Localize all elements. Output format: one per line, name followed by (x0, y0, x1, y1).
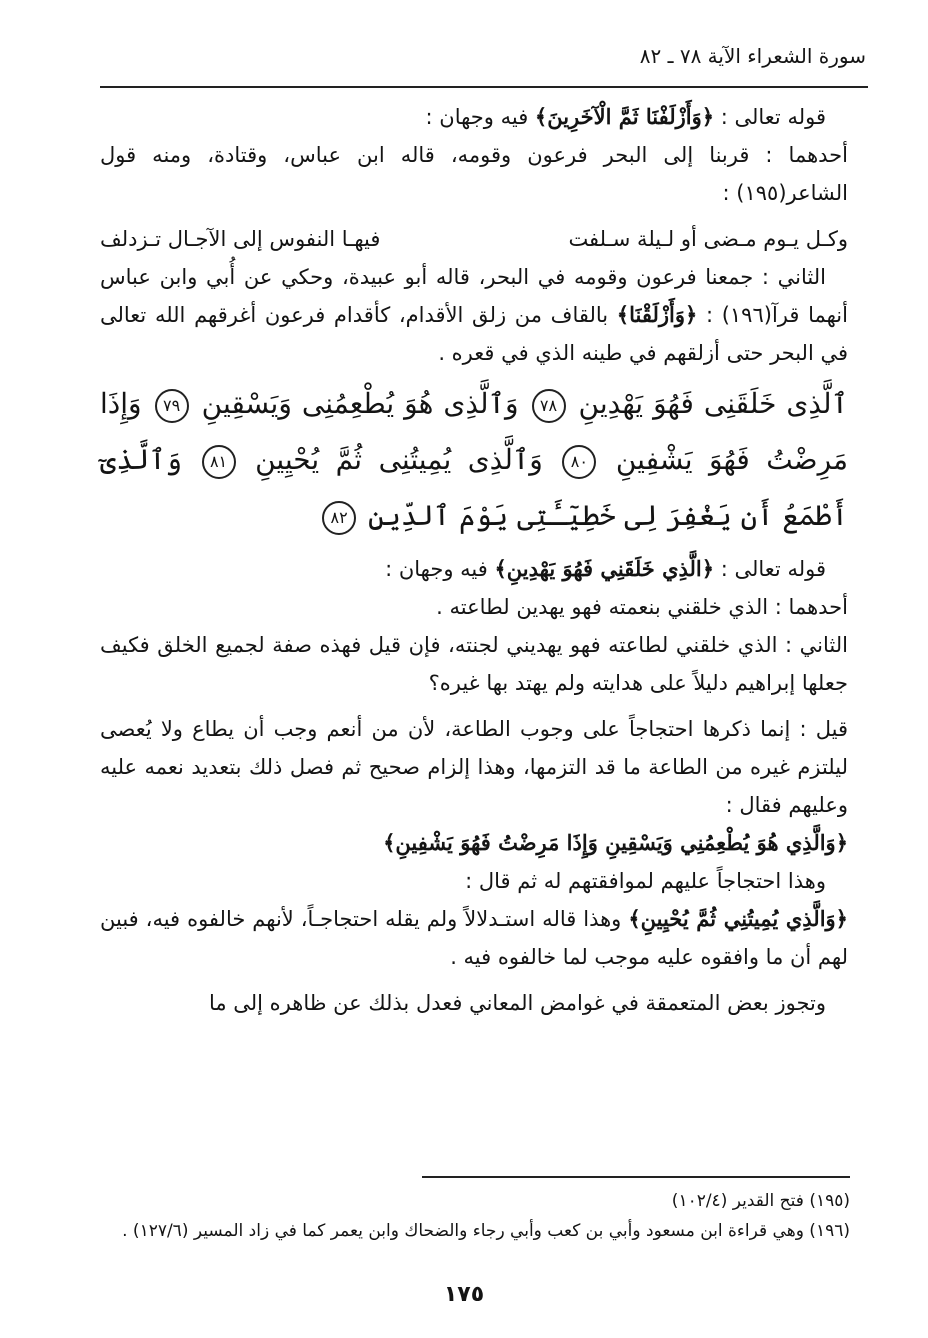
paragraph: أحدهما : قربنا إلى البحر فرعون وقومه، قاله ابن عباس، وقتادة، ومنه قول الشاعر(١٩٥) : (100, 143, 848, 205)
quran-quote: ﴿الَّذِي خَلَقَنِي فَهُوَ يَهْدِينِ﴾ (494, 556, 715, 581)
quran-quote: ﴿وَأَزْلَقْنَا﴾ (616, 302, 698, 327)
text-lead: الثاني : جمعنا فرعون وقومه في البحر، قاله أبو عبيدة، وحكي عن أُبي وابن عباس أنهما قرآ(١٩٦) : (100, 265, 848, 327)
text-tail: فيه وجهان : (385, 557, 488, 581)
paragraph (100, 98, 848, 136)
ayah-number-badge: ٨٠ (562, 445, 596, 479)
quran-quote: ﴿وَالَّذِي هُوَ يُطْعِمُنِي وَيَسْقِينِ وَإِذَا مَرِضْتُ فَهُوَ يَشْفِينِ﴾ (383, 830, 848, 855)
ayah-text: وَٱلَّذِى يُمِيتُنِى ثُمَّ يُحْيِينِ (255, 443, 543, 476)
ayah-text: ٱلَّذِى خَلَقَنِى فَهُوَ يَهْدِينِ (578, 387, 848, 420)
footnote-rule (422, 1176, 850, 1178)
text-tail: وهذا قاله استـدلالاً ولم يقله احتجاجـاً، لأنهم خالفوه فيه، فبين لهم أن ما وافقوه عليه موجب لما خالفوه فيه . (100, 907, 848, 969)
main-text (100, 98, 848, 1022)
footnotes (100, 1186, 850, 1246)
footnote-195: (١٩٥) فتح القدير (١٠٢/٤) (671, 1191, 850, 1211)
paragraph: وتجوز بعض المتعمقة في غوامض المعاني فعدل بذلك عن ظاهره إلى ما (208, 991, 826, 1015)
header-rule (100, 86, 868, 88)
ayah-number-badge: ٨١ (202, 445, 236, 479)
running-header: سورة الشعراء الآية ٧٨ ـ ٨٢ (639, 44, 866, 68)
paragraph: وهذا احتجاجاً عليهم لموافقتهم له ثم قال : (465, 869, 826, 893)
poem-hemistich-right: وكـل يـوم مـضى أو لـيلة سـلفت (568, 227, 848, 251)
page-number: ١٧٥ (443, 1282, 485, 1307)
paragraph (100, 900, 848, 976)
text-tail: بالقاف من زلق الأقدام، كأقدام فرعون أغرقهم الله تعالى في البحر حتى أزلقهم في طينه الذي في قعره . (100, 303, 848, 365)
ayah-text: وَٱلَّذِى هُوَ يُطْعِمُنِى وَيَسْقِينِ (201, 387, 519, 420)
text-lead: قوله تعالى : (720, 105, 826, 129)
ayah-number-badge: ٧٩ (155, 389, 189, 423)
paragraph (100, 258, 848, 372)
footnote-196: (١٩٦) وهي قراءة ابن مسعود وأبي بن كعب وأبي رجاء والضحاك وابن يعمر كما في زاد المسير (١٢٧/٦) . (122, 1221, 850, 1241)
ayah-number-badge: ٧٨ (532, 389, 566, 423)
quran-quote: ﴿وَالَّذِي يُمِيتُنِي ثُمَّ يُحْيِينِ﴾ (628, 906, 848, 931)
paragraph: قيل : إنما ذكرها احتجاجاً على وجوب الطاعة، لأن من أنعم وجب أن يطاع ولا يُعصى ليلتزم غيره من الطاعة ما قد التزمها، وهذا إلزام صحيح ثم فصل ذلك بتعديد نعمه عليه وعليهم فقال : (100, 717, 848, 817)
ayah-text: وَٱلَّذِىٓ أَطْمَعُ أَن يَغْفِرَ لِى خَطِيٓـَٔتِى يَوْمَ ٱلدِّينِ (100, 443, 848, 532)
poem-hemistich-left: فيهـا النفوس إلى الآجـال تـزدلف (100, 227, 381, 251)
ayah-number-badge: ٨٢ (322, 501, 356, 535)
paragraph: أحدهما : الذي خلقني بنعمته فهو يهدين لطاعته . (436, 595, 848, 619)
paragraph (100, 550, 848, 588)
text-tail: فيه وجهان : (425, 105, 529, 129)
poem-verse (100, 220, 848, 258)
quran-quote: ﴿وَأَزْلَفْنَا ثَمَّ الْآخَرِينَ﴾ (534, 104, 715, 129)
quran-passage (100, 376, 848, 544)
ayah-text: وَإِذَا مَرِضْتُ فَهُوَ يَشْفِينِ (100, 387, 849, 476)
paragraph: الثاني : الذي خلقني لطاعته فهو يهديني لجنته، فإن قيل فهذه صفة لجميع الخلق فكيف جعلها إبراهيم دليلاً على هدايته ولم يهتد بها غيره؟ (100, 633, 848, 695)
text-lead: قوله تعالى : (720, 557, 826, 581)
